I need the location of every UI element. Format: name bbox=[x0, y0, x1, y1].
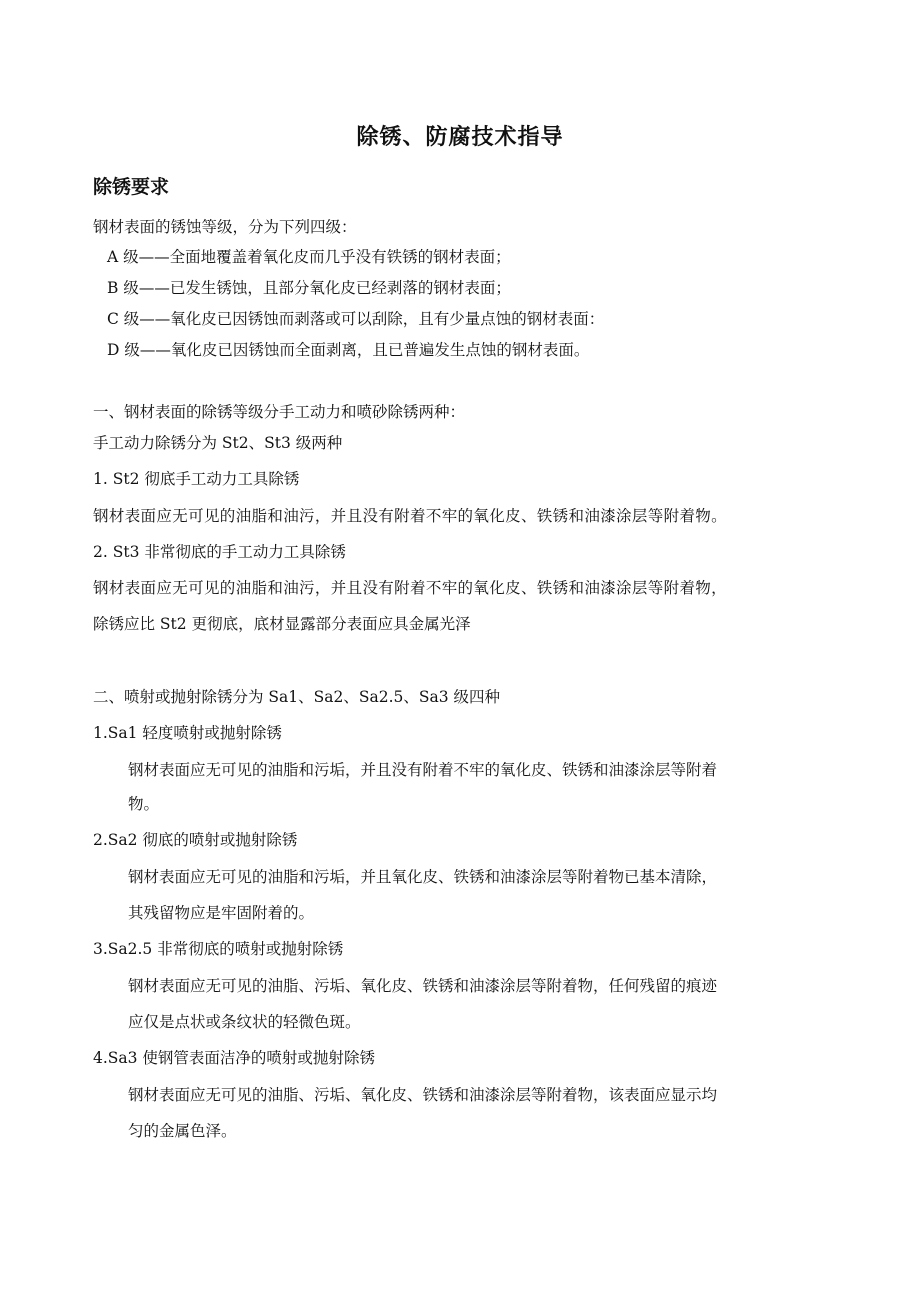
part1-item2-title: 2. St3 非常彻底的手工动力工具除锈 bbox=[93, 543, 346, 561]
part2-item1-text-line1: 钢材表面应无可见的油脂和污垢，并且没有附着不牢的氧化皮、铁锈和油漆涂层等附着 bbox=[128, 761, 718, 779]
section-heading: 除锈要求 bbox=[93, 176, 170, 198]
corrosion-grade-b: B 级——已发生锈蚀，且部分氧化皮已经剥落的钢材表面； bbox=[107, 279, 511, 297]
corrosion-grade-c: C 级——氧化皮已因锈蚀而剥落或可以刮除，且有少量点蚀的钢材表面： bbox=[107, 310, 605, 328]
corrosion-grade-d: D 级——氧化皮已因锈蚀而全面剥离，且已普遍发生点蚀的钢材表面。 bbox=[107, 341, 590, 359]
document-title: 除锈、防腐技术指导 bbox=[356, 125, 564, 150]
part1-item1-title: 1. St2 彻底手工动力工具除锈 bbox=[93, 470, 300, 488]
part2-item4-text-line2: 匀的金属色泽。 bbox=[128, 1122, 237, 1140]
corrosion-grade-a: A 级——全面地覆盖着氧化皮而几乎没有铁锈的钢材表面； bbox=[107, 248, 511, 266]
part2-heading: 二、喷射或抛射除锈分为 Sa1、Sa2、Sa2.5、Sa3 级四种 bbox=[93, 688, 501, 706]
part1-item2-text-line2: 除锈应比 St2 更彻底，底材显露部分表面应具金属光泽 bbox=[93, 615, 471, 633]
part2-item2-title: 2.Sa2 彻底的喷射或抛射除锈 bbox=[93, 831, 298, 849]
part1-item2-text-line1: 钢材表面应无可见的油脂和油污，并且没有附着不牢的氧化皮、铁锈和油漆涂层等附着物， bbox=[93, 579, 728, 597]
part1-heading: 一、钢材表面的除锈等级分手工动力和喷砂除锈两种： bbox=[93, 403, 466, 421]
part2-item2-text-line2: 其残留物应是牢固附着的。 bbox=[128, 904, 315, 922]
part2-item1-text-line2: 物。 bbox=[128, 795, 160, 813]
part2-item2-text-line1: 钢材表面应无可见的油脂和污垢，并且氧化皮、铁锈和油漆涂层等附着物已基本清除， bbox=[128, 868, 718, 886]
part1-item1-text: 钢材表面应无可见的油脂和油污，并且没有附着不牢的氧化皮、铁锈和油漆涂层等附着物。 bbox=[93, 507, 728, 525]
part2-item3-text-line1: 钢材表面应无可见的油脂、污垢、氧化皮、铁锈和油漆涂层等附着物，任何残留的痕迹 bbox=[128, 977, 718, 995]
part2-item1-title: 1.Sa1 轻度喷射或抛射除锈 bbox=[93, 724, 282, 742]
part2-item4-title: 4.Sa3 使钢管表面洁净的喷射或抛射除锈 bbox=[93, 1049, 375, 1067]
corrosion-intro: 钢材表面的锈蚀等级，分为下列四级： bbox=[93, 218, 357, 236]
part2-item3-text-line2: 应仅是点状或条纹状的轻微色斑。 bbox=[128, 1013, 361, 1031]
part2-item4-text-line1: 钢材表面应无可见的油脂、污垢、氧化皮、铁锈和油漆涂层等附着物，该表面应显示均 bbox=[128, 1086, 718, 1104]
part1-subheading: 手工动力除锈分为 St2、St3 级两种 bbox=[93, 434, 343, 452]
part2-item3-title: 3.Sa2.5 非常彻底的喷射或抛射除锈 bbox=[93, 940, 344, 958]
